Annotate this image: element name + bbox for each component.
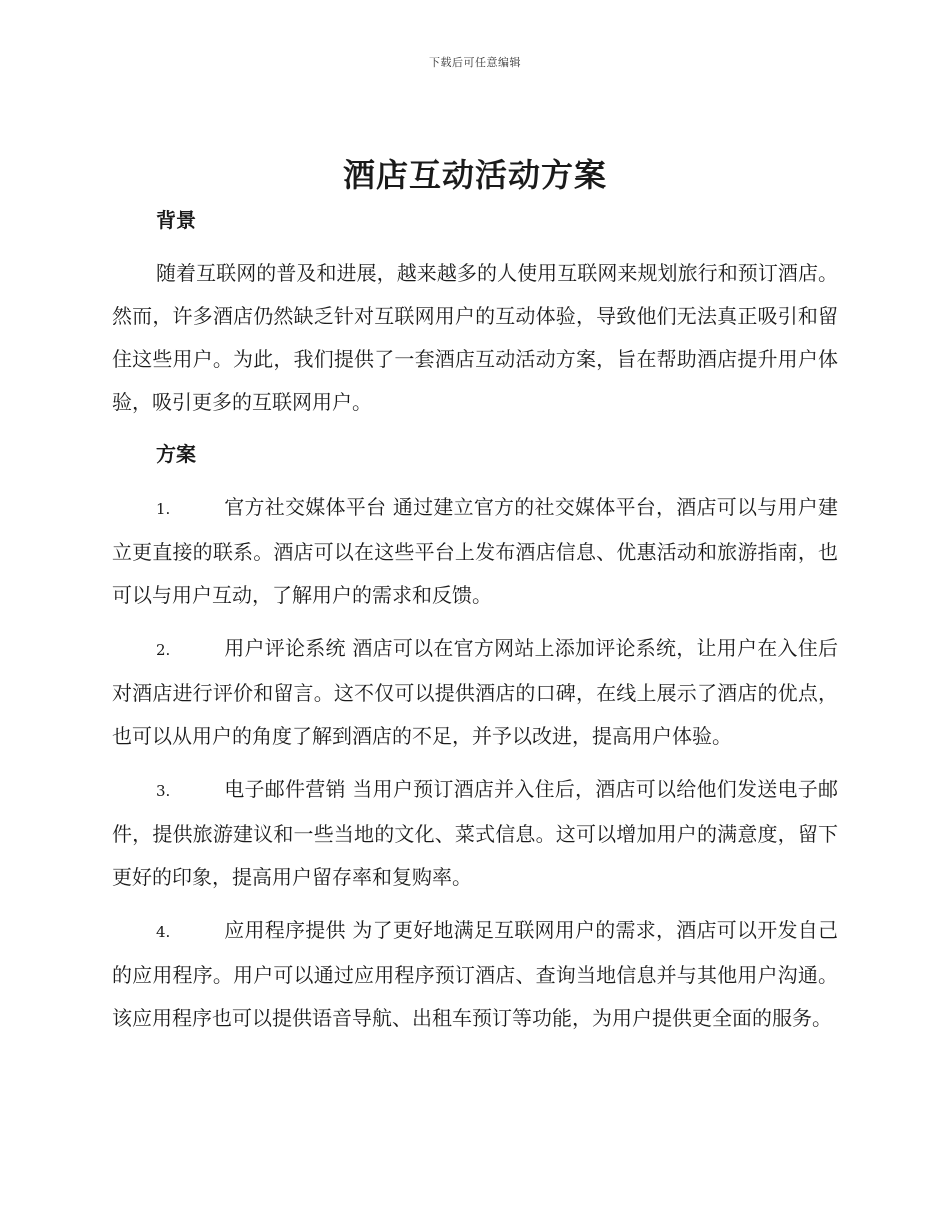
document-title: 酒店互动活动方案 (342, 156, 607, 194)
plan-item (112, 627, 838, 758)
plan-item-number: 3. (156, 782, 171, 800)
plan-item-title: 电子邮件营销 (224, 777, 346, 801)
background-paragraph: 随着互联网的普及和进展，越来越多的人使用互联网来规划旅行和预订酒店。然而，许多酒店仍然缺乏针对互联网用户的互动体验，导致他们无法真正吸引和留住这些用户。为此，我们提供了一套酒店互动活动方案，旨在帮助酒店提升用户体验，吸引更多的互联网用户。 (112, 261, 838, 414)
plan-item-text: 为了更好地满足互联网用户的需求，酒店可以开发自己的应用程序。用户可以通过应用程序预订酒店、查询当地信息并与其他用户沟通。该应用程序也可以提供语音导航、出租车预订等功能，为用户提供更全面的服务。 (112, 918, 839, 1030)
plan-item-number: 1. (156, 500, 171, 518)
plan-item-title: 应用程序提供 (224, 918, 346, 942)
document-body (112, 200, 838, 1040)
plan-item (112, 768, 838, 899)
plan-item-text: 酒店可以在官方网站上添加评论系统，让用户在入住后对酒店进行评价和留言。这不仅可以提供酒店的口碑，在线上展示了酒店的优点，也可以从用户的角度了解到酒店的不足，并予以改进，提高用户体验。 (112, 636, 839, 748)
section-heading-background: 背景 (156, 208, 196, 232)
plan-item-text: 当用户预订酒店并入住后，酒店可以给他们发送电子邮件，提供旅游建议和一些当地的文化、菜式信息。这可以增加用户的满意度，留下更好的印象，提高用户留存率和复购率。 (112, 777, 839, 889)
section-heading-plan: 方案 (156, 442, 196, 466)
plan-item-number: 4. (156, 923, 171, 941)
header-note: 下载后可任意编辑 (429, 56, 521, 69)
plan-item (112, 486, 838, 617)
plan-item (112, 909, 838, 1040)
plan-item-title: 官方社交媒体平台 (224, 495, 387, 519)
plan-item-text: 通过建立官方的社交媒体平台，酒店可以与用户建立更直接的联系。酒店可以在这些平台上发布酒店信息、优惠活动和旅游指南，也可以与用户互动，了解用户的需求和反馈。 (112, 495, 839, 607)
plan-item-number: 2. (156, 641, 171, 659)
plan-item-title: 用户评论系统 (224, 636, 346, 660)
